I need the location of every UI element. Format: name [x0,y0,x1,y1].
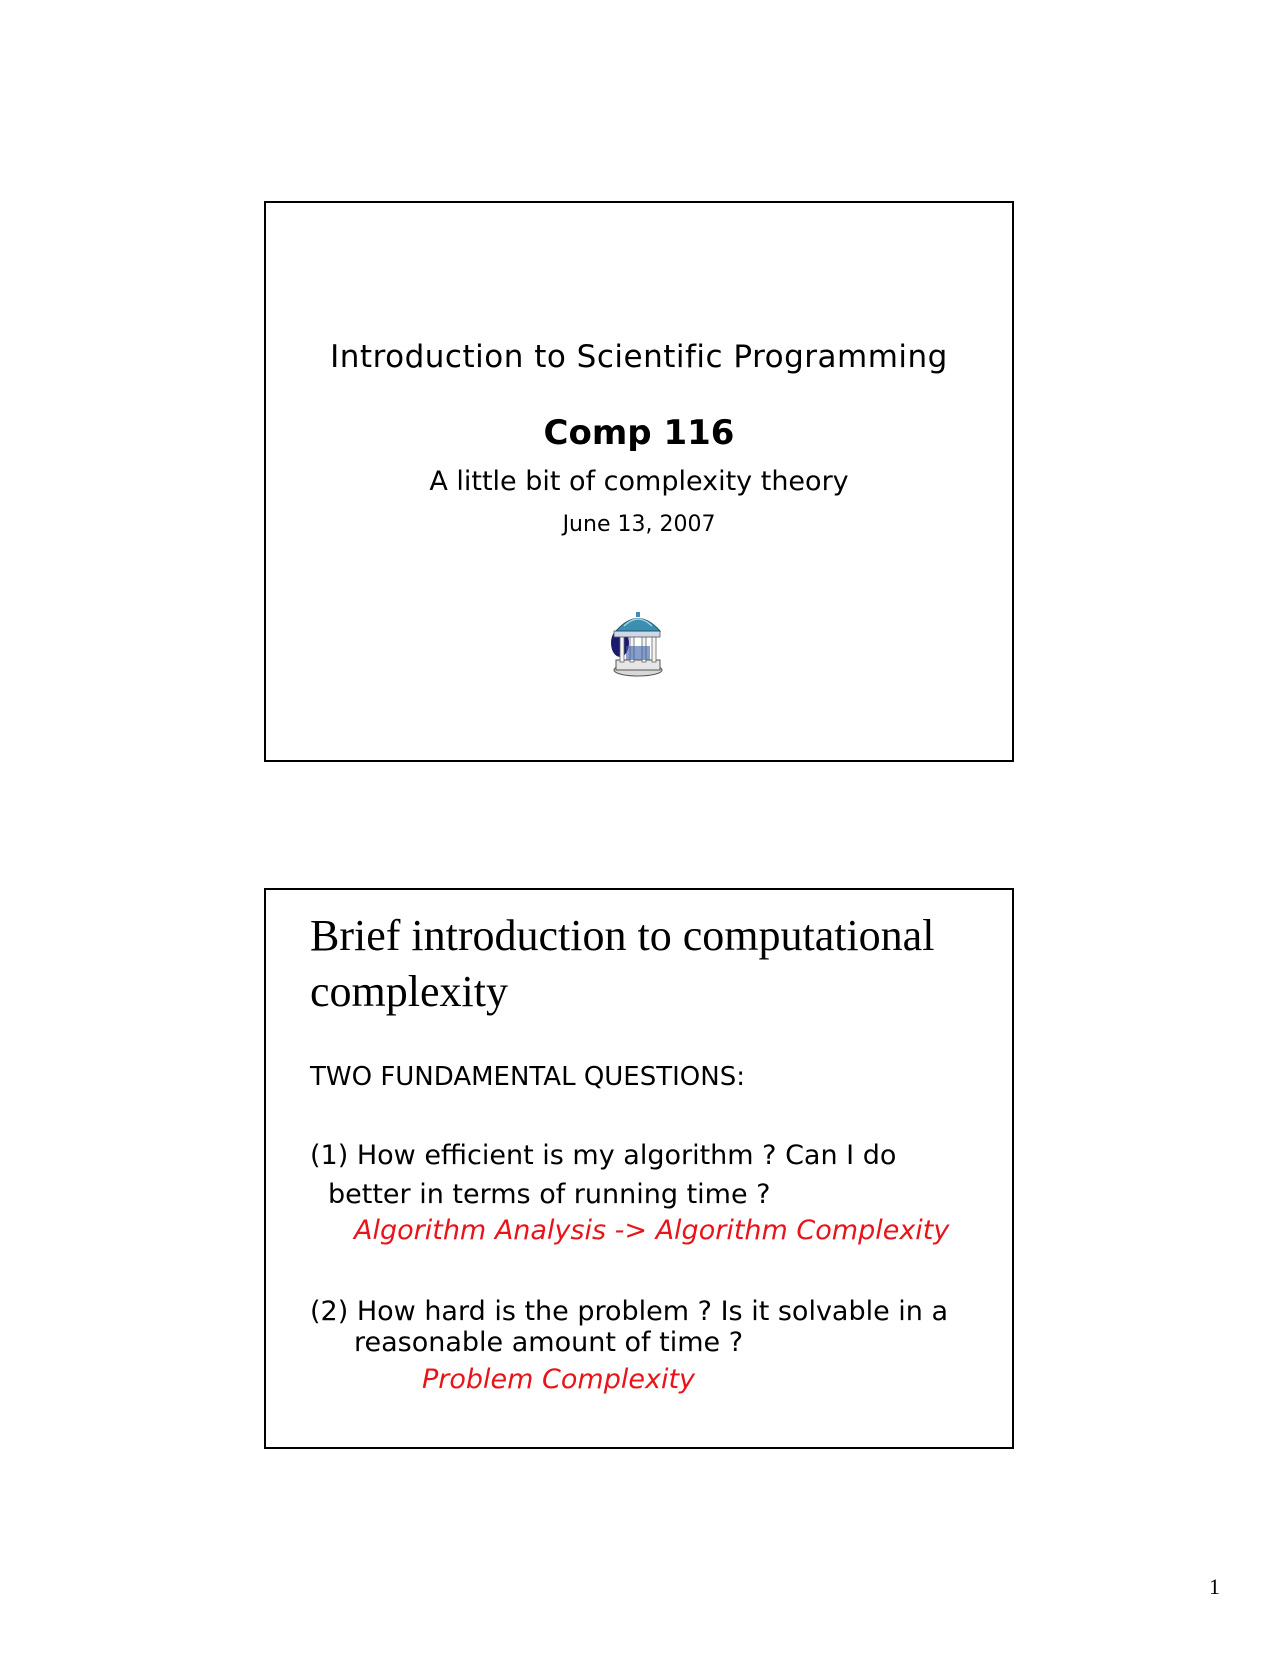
slide-1-subtitle: A little bit of complexity theory [429,466,849,497]
question-2-line-2: reasonable amount of time ? [354,1327,744,1358]
slide-2-heading: Brief introduction to computational complexity [310,911,935,1016]
question-2-line-1: (2) How hard is the problem ? Is it solvable in a [310,1296,949,1327]
course-name: Comp 116 [543,413,735,453]
question-2-answer: Problem Complexity [422,1364,696,1395]
slide-1 [264,201,1014,762]
section-label: TWO FUNDAMENTAL QUESTIONS: [310,1062,745,1092]
old-well-icon [600,608,672,680]
lecture-date: June 13, 2007 [562,512,716,537]
question-1-line-1: (1) How efficient is my algorithm ? Can I do [310,1140,897,1171]
slide-2 [264,888,1014,1449]
page-number: 1 [1209,1574,1220,1599]
question-1-line-2: better in terms of running time ? [328,1179,771,1210]
question-1-answer: Algorithm Analysis -> Algorithm Complexity [354,1215,950,1246]
slide-1-title: Introduction to Scientific Programming [330,339,948,375]
